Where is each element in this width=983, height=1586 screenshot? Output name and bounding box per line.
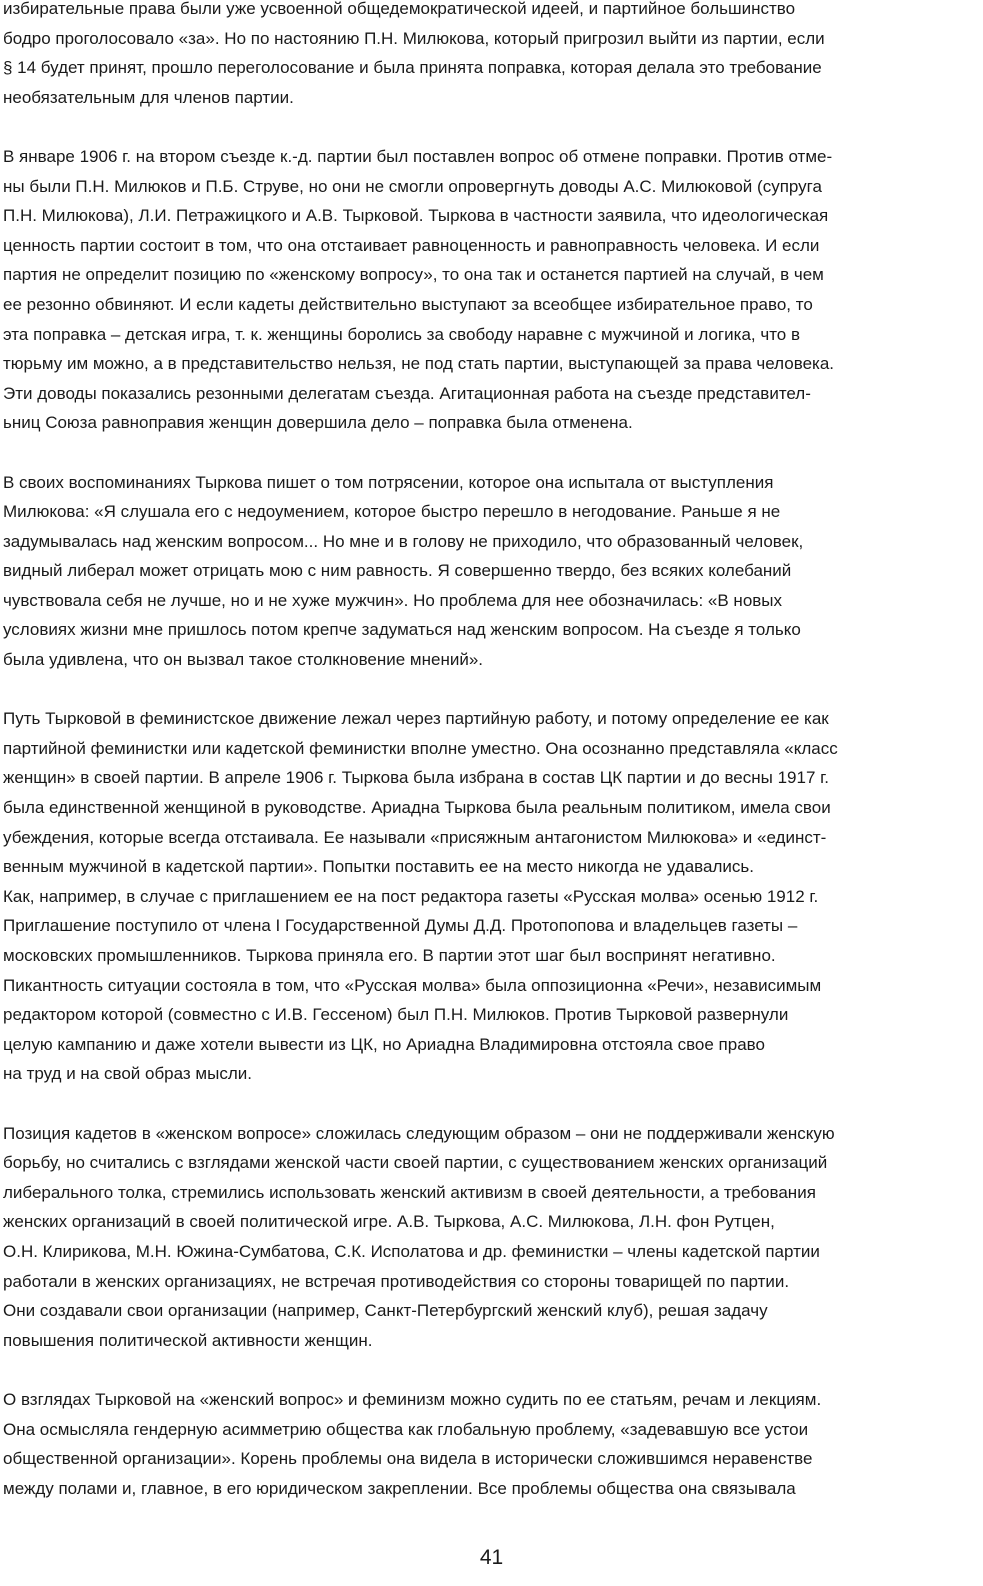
paragraph-gap [3, 438, 975, 468]
text-line: редактором которой (совместно с И.В. Гессеном) был П.Н. Милюков. Против Тырковой развернули [3, 1005, 789, 1025]
text-line: бодро проголосовало «за». Но по настоянию П.Н. Милюкова, который пригрозил выйти из партии, если [3, 28, 825, 48]
text-line: партия не определит позицию по «женскому вопросу», то она так и останется партией на случай, в чем [3, 265, 824, 285]
text-line: венным мужчиной в кадетской партии». Попытки поставить ее на место никогда не удавались. [3, 857, 754, 877]
text-line: Милюкова: «Я слушала его с недоумением, которое быстро перешло в негодование. Раньше я не [3, 502, 781, 522]
paragraph [3, 142, 975, 438]
text-line: задумывалась над женским вопросом... Но мне и в голову не приходило, что образованный человек, [3, 531, 804, 551]
text-line: избирательные права были уже усвоенной общедемократической идеей, и партийное большинство [3, 0, 796, 18]
paragraph-gap [3, 675, 975, 705]
text-line: Позиция кадетов в «женском вопросе» сложилась следующим образом – они не поддерживали женскую [3, 1123, 835, 1143]
text-line: В январе 1906 г. на втором съезде к.-д. партии был поставлен вопрос об отмене поправки. Против отме- [3, 146, 833, 166]
text-line: § 14 будет принят, прошло переголосование и была принята поправка, которая делала это требование [3, 58, 822, 78]
paragraph-gap [3, 1355, 975, 1385]
text-line: эта поправка – детская игра, т. к. женщины боролись за свободу наравне с мужчиной и логика, что в [3, 324, 800, 344]
text-line: была удивлена, что он вызвал такое столкновение мнений». [3, 650, 484, 670]
body-text [3, 0, 975, 1503]
text-line: условиях жизни мне пришлось потом крепче задуматься над женским вопросом. На съезде я только [3, 620, 801, 640]
text-line: видный либерал может отрицать мою с ним равность. Я совершенно твердо, без всяких колебаний [3, 561, 792, 581]
text-line: общественной организации». Корень проблемы она видела в исторически сложившимся неравенстве [3, 1449, 813, 1469]
text-line: на труд и на свой образ мысли. [3, 1064, 252, 1084]
text-line: чувствовала себя не лучше, но и не хуже мужчин». Но проблема для нее обозначилась: «В новых [3, 590, 783, 610]
paragraph [3, 1119, 975, 1356]
paragraph [3, 704, 975, 1089]
text-line: борьбу, но считались с взглядами женской части своей партии, с существованием женских организаций [3, 1153, 828, 1173]
text-line: целую кампанию и даже хотели вывести из ЦК, но Ариадна Владимировна отстояла свое право [3, 1034, 765, 1054]
text-line: ны были П.Н. Милюков и П.Б. Струве, но они не смогли опровергнуть доводы А.С. Милюковой (супруга [3, 176, 822, 196]
text-line: тюрьму им можно, а в представительство нельзя, не под стать партии, выступающей за права человека. [3, 354, 835, 374]
text-line: была единственной женщиной в руководстве. Ариадна Тыркова была реальным политиком, имела свои [3, 798, 831, 818]
text-line: Пикантность ситуации состояла в том, что «Русская молва» была оппозиционна «Речи», независимым [3, 975, 822, 995]
text-line: либерального толка, стремились использовать женский активизм в своей деятельности, а требования [3, 1182, 816, 1202]
text-line: ьниц Союза равноправия женщин довершила дело – поправка была отменена. [3, 413, 633, 433]
text-line: Путь Тырковой в феминистское движение лежал через партийную работу, и потому определение ее как [3, 709, 829, 729]
text-line: ценность партии состоит в том, что она отстаивает равноценность и равноправность человека. И если [3, 235, 820, 255]
text-line: повышения политической активности женщин. [3, 1330, 373, 1350]
text-line: Они создавали свои организации (например, Санкт-Петербургский женский клуб), решая задачу [3, 1301, 768, 1321]
page-number: 41 [479, 1546, 504, 1569]
text-line: между полами и, главное, в его юридическом закреплении. Все проблемы общества она связывала [3, 1478, 796, 1498]
text-line: О.Н. Клирикова, М.Н. Южина-Сумбатова, С.К. Исполатова и др. феминистки – члены кадетской партии [3, 1241, 820, 1261]
paragraph [3, 1385, 975, 1503]
paragraph [3, 468, 975, 675]
text-line: московских промышленников. Тыркова приняла его. В партии этот шаг был воспринят негативно. [3, 946, 776, 965]
text-line: В своих воспоминаниях Тыркова пишет о том потрясении, которое она испытала от выступления [3, 472, 774, 492]
text-line: Она осмысляла гендерную асимметрию общества как глобальную проблему, «задевавшую все устои [3, 1419, 809, 1439]
text-line: ее резонно обвиняют. И если кадеты действительно выступают за всеобщее избирательное право, то [3, 294, 813, 314]
text-line: Приглашение поступило от члена I Государственной Думы Д.Д. Протопопова и владельцев газеты – [3, 916, 798, 936]
text-line: женщин» в своей партии. В апреле 1906 г. Тыркова была избрана в состав ЦК партии и до весны 1917 г. [3, 768, 829, 788]
text-line: Эти доводы показались резонными делегатам съезда. Агитационная работа на съезде представител- [3, 383, 811, 403]
paragraph [3, 0, 975, 112]
paragraph-gap [3, 1089, 975, 1119]
text-line: О взглядах Тырковой на «женский вопрос» и феминизм можно судить по ее статьям, речам и лекциям. [3, 1389, 822, 1409]
text-line: необязательным для членов партии. [3, 87, 294, 107]
text-line: партийной феминистки или кадетской феминистки вполне уместно. Она осознанно представляла «класс [3, 738, 838, 758]
text-line: Как, например, в случае с приглашением ее на пост редактора газеты «Русская молва» осенью 1912 г. [3, 886, 819, 906]
text-line: П.Н. Милюкова), Л.И. Петражицкого и А.В. Тырковой. Тыркова в частности заявила, что идеологическая [3, 206, 829, 226]
text-line: работали в женских организациях, не встречая противодействия со стороны товарищей по партии. [3, 1271, 790, 1291]
text-line: женских организаций в своей политической игре. А.В. Тыркова, А.С. Милюкова, Л.Н. фон Рутцен, [3, 1212, 775, 1232]
text-line: убеждения, которые всегда отстаивала. Ее называли «присяжным антагонистом Милюкова» и «единст- [3, 827, 827, 847]
paragraph-gap [3, 112, 975, 142]
